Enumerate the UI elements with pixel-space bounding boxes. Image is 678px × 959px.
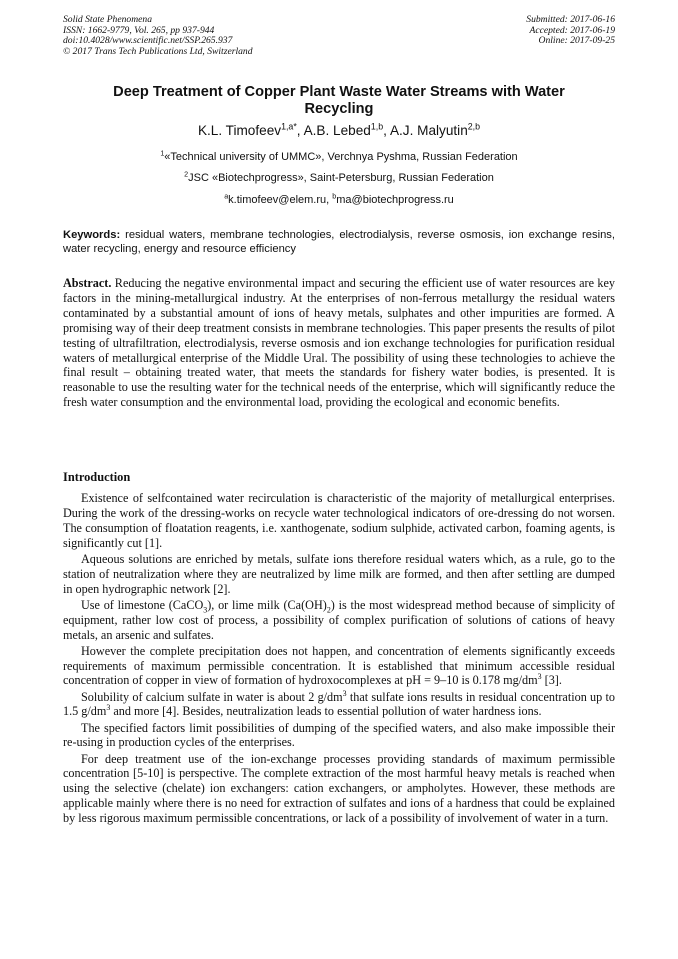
author-affiliation-mark: 2,b: [467, 121, 481, 132]
author-name: A.B. Lebed: [303, 123, 371, 138]
submission-dates: [526, 15, 615, 47]
author-affiliation-mark: 1,b: [370, 121, 384, 132]
submitted-date: Submitted: 2017-06-16: [526, 14, 615, 25]
journal-doi[interactable]: doi:10.4028/www.scientific.net/SSP.265.937: [63, 35, 233, 47]
author-name: K.L. Timofeev: [197, 123, 282, 138]
superscript: 3: [537, 672, 542, 682]
subscript: 2: [326, 605, 331, 615]
paper-title: Deep Treatment of Copper Plant Waste Water Streams with Water Recycling: [113, 84, 565, 117]
body-paragraph: Aqueous solutions are enriched by metals, sulfate ions therefore residual waters which, as a rule, go to the station of neutralization where they are neutralized by lime milk are formed, and then after settling are dumped in open hydrographic network [2].: [63, 551, 615, 596]
text-run: Use of limestone (CaCO: [81, 597, 204, 612]
abstract-section: [63, 276, 615, 410]
journal-issn: ISSN: 1662-9779, Vol. 265, pp 937-944: [63, 24, 215, 36]
author-emails: [63, 194, 615, 207]
affiliation-2: [63, 172, 615, 185]
superscript: 3: [106, 703, 111, 713]
body-paragraph: For deep treatment use of the ion-exchange processes providing standards of maximum permissible concentration [5-10] is perspective. The complete extraction of the most harmful heavy metals is reached when using the selective (chelate) ion exchangers: cation exchangers, or ampholytes. However, these methods are applicable mainly where there is no need for extraction of sulfates and ions of a hardness that could be explained by less rigorous maximum permissible concentrations, or lack of a possibility of involvement of water in a turn.: [63, 751, 615, 826]
text-run: Solubility of calcium sulfate in water is about 2 g/dm: [81, 689, 343, 704]
text-run: ), or lime milk (Ca(OH): [207, 597, 327, 612]
affiliation-mark: 1: [160, 149, 165, 158]
affiliation-text: «Technical university of UMMC», Verchnya Pyshma, Russian Federation: [164, 151, 518, 163]
superscript: 3: [342, 688, 347, 698]
author-name: A.J. Malyutin: [389, 123, 468, 138]
keywords-label: Keywords:: [63, 229, 121, 241]
keywords-section: [63, 228, 615, 256]
abstract-label: Abstract.: [63, 276, 112, 290]
section-heading-introduction: Introduction: [63, 470, 131, 484]
email-mark: b: [332, 192, 337, 201]
abstract-text: Reducing the negative environmental impact and securing the efficient use of water resources are key factors in the mining-metallurgical industry. At the enterprises of non-ferrous metallurgy the residual waters contaminated by a substantial amount of ions of heavy metals, sulphates and other impurities are formed. A promising way of their deep treatment consists in membrane technologies. This paper presents the results of pilot testing of ultrafiltration, electrodialysis, reverse osmosis and ion exchange technologies for purification residual waters of metallurgical enterprise of the Middle Ural. The possibility of using these technologies to achieve the final result – obtaining treated water, that meets the standards for fishery water bodies, is presented. It is reasonable to use the resulting water for the technical needs of the enterprise, which will significantly reduce the fresh water consumption and the environmental load, providing the ecological and economic benefits.: [63, 276, 615, 410]
journal-info: [63, 15, 253, 57]
affiliation-text: JSC «Biotechprogress», Saint-Petersburg, Russian Federation: [188, 172, 494, 184]
text-run: [3].: [541, 673, 562, 688]
text-run: that sulfate ions results in residual concentration up to 1.5 g/dm: [63, 689, 615, 719]
subscript: 3: [203, 605, 208, 615]
text-run: and more [4]. Besides, neutralization leads to essential pollution of water hardness ions.: [110, 704, 542, 719]
affiliation-mark: 2: [184, 170, 189, 179]
email-link[interactable]: k.timofeev@elem.ru,: [228, 194, 333, 206]
body-paragraph: Existence of selfcontained water recirculation is characteristic of the majority of metallurgical enterprises. During the work of the dressing-works on recycle water technological indicators of ore-dressing do not worsen. The consumption of floatation reagents, i.e. xanthogenate, sodium sulphide, activated carbon, foaming agents, is significantly cut [1].: [63, 491, 615, 550]
email-link[interactable]: ma@biotechprogress.ru: [336, 194, 454, 206]
text-run: ) is the most widespread method because of simplicity of equipment, rather low cost of process, a possibility of complex purification of solutions of cations of heavy metals, an arsenic and sulfates.: [63, 597, 615, 642]
body-paragraph: [63, 598, 615, 643]
journal-copyright: © 2017 Trans Tech Publications Ltd, Switzerland: [63, 45, 253, 57]
keywords-text: residual waters, membrane technologies, electrodialysis, reverse osmosis, ion exchange resins, water recycling, energy and resource efficiency: [63, 229, 615, 255]
author-separator: ,: [383, 123, 390, 138]
body-paragraph: The specified factors limit possibilities of dumping of the specified waters, and also make impossible their re-using in production cycles of the enterprises.: [63, 720, 615, 750]
affiliation-1: [63, 151, 615, 164]
text-run: However the complete precipitation does not happen, and concentration of elements significantly exceeds requirements of maximum permissible concentration. It is established that minimum accessible residual concentration of copper in view of formation of hydroxocomplexes at pH = 9–10 is 0.178 mg/dm: [63, 643, 615, 688]
author-affiliation-mark: 1,a*: [281, 121, 297, 132]
body-paragraph: [63, 690, 615, 720]
introduction-body: [63, 491, 615, 827]
accepted-date: Accepted: 2017-06-19: [529, 24, 615, 36]
journal-name: Solid State Phenomena: [63, 14, 152, 25]
email-mark: a: [224, 192, 229, 201]
online-date: Online: 2017-09-25: [538, 35, 615, 47]
body-paragraph: [63, 644, 615, 689]
author-list: [63, 123, 615, 139]
author-separator: ,: [296, 123, 304, 138]
